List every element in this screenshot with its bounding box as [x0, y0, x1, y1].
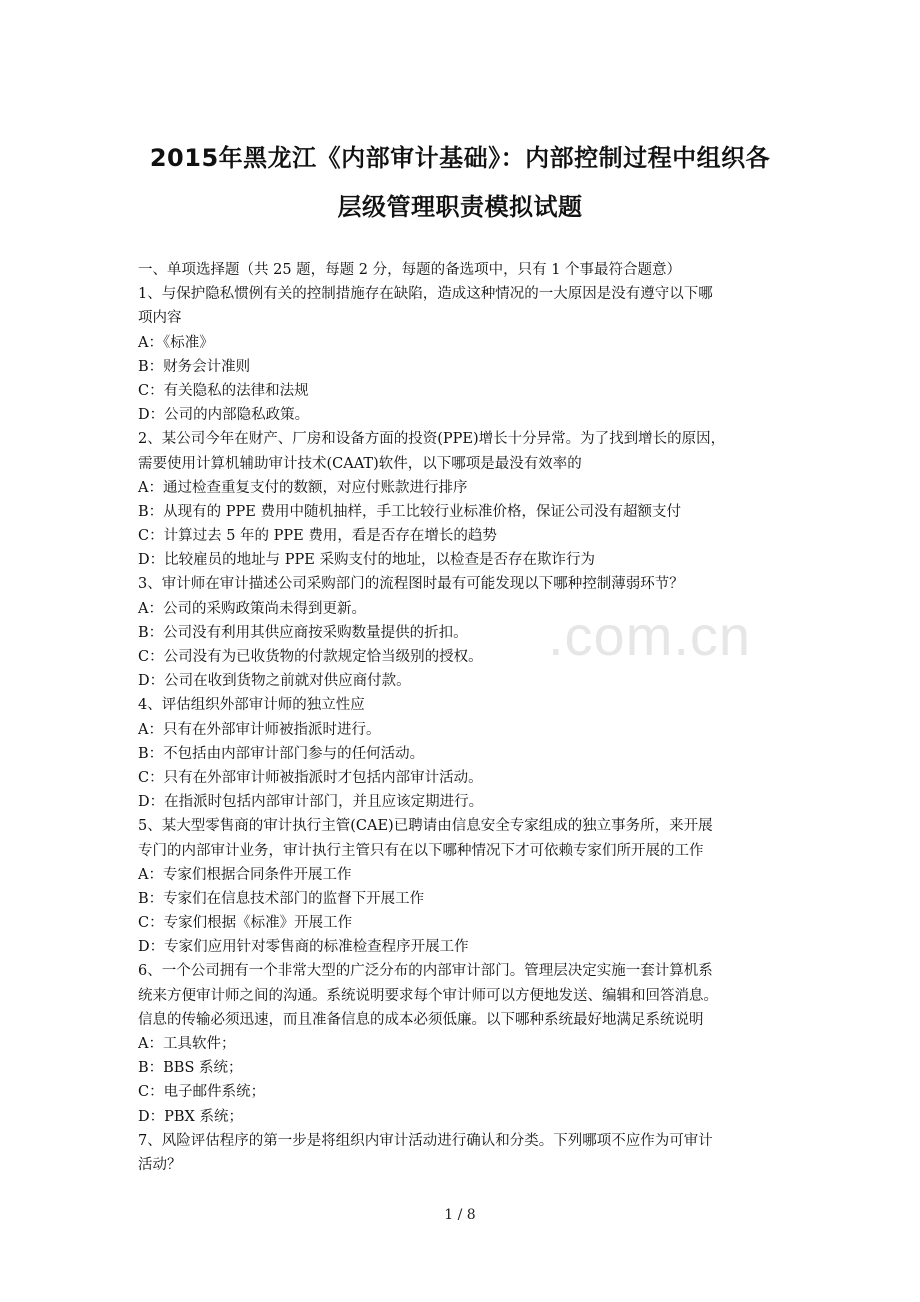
text-line: 7、风险评估程序的第一步是将组织内审计活动进行确认和分类。下列哪项不应作为可审计 [138, 1132, 713, 1149]
page-title-line-2: 层级管理职责模拟试题 [337, 193, 583, 221]
text-line: 1、与保护隐私惯例有关的控制措施存在缺陷，造成这种情况的一大原因是没有遵守以下哪 [138, 286, 713, 303]
text-line: 活动？ [138, 1156, 182, 1173]
text-line: A：工具软件； [138, 1036, 236, 1052]
text-line: 信息的传输必须迅速，而且准备信息的成本必须低廉。以下哪种系统最好地满足系统说明 [138, 1011, 704, 1028]
text-line: C：有关隐私的法律和法规 [138, 382, 309, 399]
text-line: 需要使用计算机辅助审计技术(CAAT)软件，以下哪项是最没有效率的 [138, 455, 582, 472]
text-line: B：BBS 系统； [138, 1060, 243, 1077]
text-line: 项内容 [138, 310, 182, 327]
text-line: C：只有在外部审计师被指派时才包括内部审计活动。 [138, 769, 483, 786]
text-line: D：专家们应用针对零售商的标准检查程序开展工作 [138, 939, 469, 956]
text-line: D：比较雇员的地址与 PPE 采购支付的地址，以检查是否存在欺诈行为 [138, 552, 595, 569]
text-line: A：公司的采购政策尚未得到更新。 [138, 600, 366, 617]
text-line: 4、评估组织外部审计师的独立性应 [138, 697, 365, 714]
text-line: 一、单项选择题（共 25 题，每题 2 分，每题的备选项中，只有 1 个事最符合题意） [138, 262, 682, 278]
text-line: B：财务会计准则 [138, 358, 251, 375]
watermark: .com.cn [548, 604, 752, 667]
text-line: B：不包括由内部审计部门参与的任何活动。 [138, 745, 425, 762]
text-line: 2、某公司今年在财产、厂房和设备方面的投资(PPE)增长十分异常。为了找到增长的原因， [138, 431, 726, 448]
text-line: B：公司没有利用其供应商按采购数量提供的折扣。 [138, 624, 468, 641]
text-line: D：在指派时包括内部审计部门，并且应该定期进行。 [138, 794, 484, 811]
text-line: B：专家们在信息技术部门的监督下开展工作 [138, 890, 425, 907]
text-line: C：公司没有为已收货物的付款规定恰当级别的授权。 [138, 649, 483, 665]
text-line: A：《标准》 [138, 334, 214, 351]
text-line: 6、一个公司拥有一个非常大型的广泛分布的内部审计部门。管理层决定实施一套计算机系 [138, 963, 713, 980]
page-number: 1 / 8 [444, 1207, 476, 1223]
document-body [138, 258, 798, 1177]
text-line: A：专家们根据合同条件开展工作 [138, 866, 352, 883]
text-line: A：只有在外部审计师被指派时进行。 [138, 721, 381, 738]
text-line: C：电子邮件系统； [138, 1084, 266, 1101]
text-line: A：通过检查重复支付的数额，对应付账款进行排序 [138, 479, 468, 496]
text-line: D：PBX 系统； [138, 1108, 243, 1125]
text-line: 专门的内部审计业务，审计执行主管只有在以下哪种情况下才可依赖专家们所开展的工作 [138, 842, 704, 859]
text-line: C：计算过去 5 年的 PPE 费用，看是否存在增长的趋势 [138, 528, 497, 545]
text-line: 3、审计师在审计描述公司采购部门的流程图时最有可能发现以下哪种控制薄弱环节？ [138, 576, 684, 593]
text-line: B：从现有的 PPE 费用中随机抽样，手工比较行业标准价格，保证公司没有超额支付 [138, 503, 681, 520]
page-title-line-1: 2015年黑龙江《内部审计基础》：内部控制过程中组织各 [149, 144, 771, 172]
text-line: C：专家们根据《标准》开展工作 [138, 915, 353, 932]
text-line: D：公司在收到货物之前就对供应商付款。 [138, 673, 411, 690]
text-line: D：公司的内部隐私政策。 [138, 407, 310, 424]
text-line: 5、某大型零售商的审计执行主管(CAE)已聘请由信息安全专家组成的独立事务所，来开展 [138, 818, 713, 835]
text-line: 统来方便审计师之间的沟通。系统说明要求每个审计师可以方便地发送、编辑和回答消息。 [138, 987, 718, 1004]
